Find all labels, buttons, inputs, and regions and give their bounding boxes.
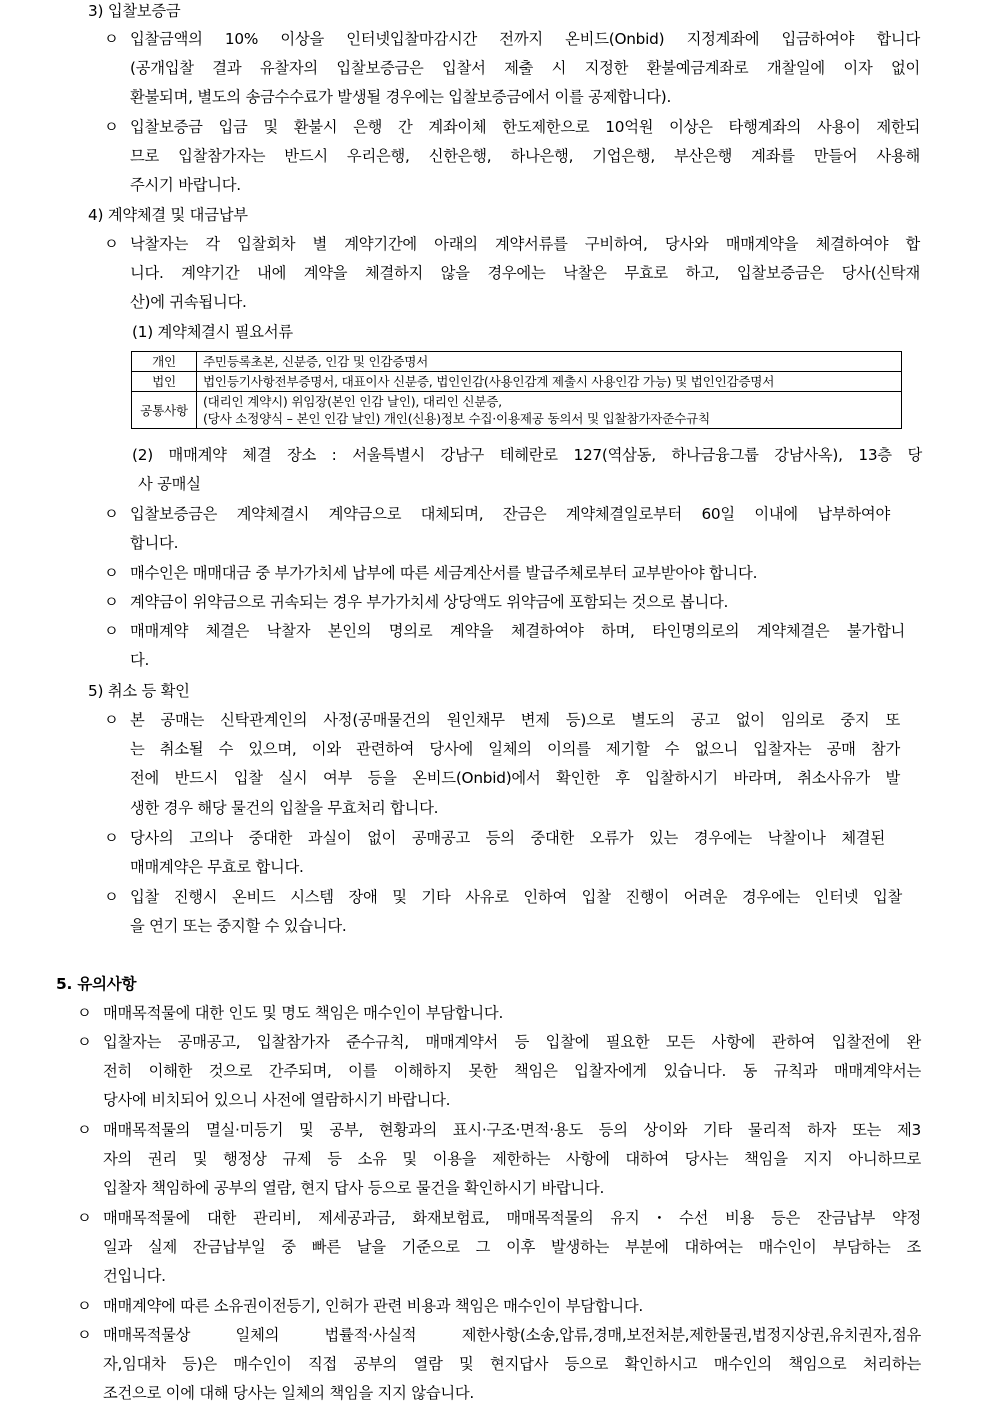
text-line: 사 공매실 [138,475,201,494]
table-cell-key: 공통사항 [132,392,197,429]
list-item [77,1028,921,1116]
list-item [77,999,923,1028]
text-line: 입찰자 책임하에 공부의 열람, 현지 답사 등으로 물건을 확인하시기 바랍니다. [103,1179,605,1198]
table-row [132,372,902,392]
text-line: 는 취소될 수 있으며, 이와 관련하여 당사에 일체의 이의를 제기할 수 없으니 입찰자는 공매 참가 [130,740,900,759]
text-line: 전에 반드시 입찰 실시 여부 등을 온비드(Onbid)에서 확인한 후 입찰하시기 바라며, 취소사유가 발 [130,769,900,788]
bullet-mark: ㅇ [104,829,119,847]
text-line: 주시기 바랍니다. [130,176,241,195]
text-line: (공개입찰 결과 유찰자의 입찰보증금은 입찰서 제출 시 지정한 환불예금계좌로 개찰일에 이자 없이 [130,59,920,78]
section-title-contract: 4) 계약체결 및 대금납부 [88,206,248,224]
text-line: 입찰보증금은 계약체결시 계약금으로 대체되며, 잔금은 계약체결일로부터 60일 이내에 납부하여야 [130,505,890,523]
contract-place [132,441,922,499]
text-line: 매매목적물의 멸실·미등기 및 공부, 현황과의 표시·구조·면적·용도 등의 상이와 기타 물리적 하자 또는 제3 [103,1121,921,1139]
text-line: 계약금이 위약금으로 귀속되는 경우 부가가치세 상당액도 위약금에 포함되는 것으로 봅니다. [130,593,729,611]
text-line: 합니다. [130,534,179,553]
text-line: 일과 실제 잔금납부일 중 빠른 날을 기준으로 그 이후 발생하는 부분에 대하여는 매수인이 부담하는 조 [103,1238,921,1257]
text-line: 매매목적물에 대한 인도 및 명도 책임은 매수인이 부담합니다. [103,1004,504,1022]
text-line: 매매계약 체결은 낙찰자 본인의 명의로 계약을 체결하여야 하며, 타인명의로의 계약체결은 불가합니 [130,622,905,640]
text-line: 입찰보증금 입금 및 환불시 은행 간 계좌이체 한도제한으로 10억원 이상은 타행계좌의 사용이 제한되 [130,118,920,136]
list-item [77,1116,921,1204]
list-item [104,617,905,675]
section-title-deposit: 3) 입찰보증금 [88,2,181,20]
table-row [132,392,902,429]
table-cell-value: 법인등기사항전부증명서, 대표이사 신분증, 법인인감(사용인감계 제출시 사용인감 가능) 및 법인인감증명서 [197,372,902,392]
text-line: 조건으로 이에 대해 당사는 일체의 책임을 지지 않습니다. [103,1384,475,1403]
list-item [104,500,890,558]
bullet-mark: ㅇ [77,1121,92,1139]
text-line: 산)에 귀속됩니다. [130,293,247,312]
list-item [104,883,902,941]
list-item [104,824,885,882]
bullet-mark: ㅇ [104,118,119,136]
text-line: 매수인은 매매대금 중 부가가치세 납부에 따른 세금계산서를 발급주체로부터 교부받아야 합니다. [130,564,758,582]
bullet-mark: ㅇ [77,1033,92,1051]
text-line: 본 공매는 신탁관계인의 사정(공매물건의 원인채무 변제 등)으로 별도의 공고 없이 임의로 중지 또 [130,711,900,729]
bullet-mark: ㅇ [104,622,119,640]
list-item [77,1204,921,1292]
list-item [104,588,890,617]
text-line: 건입니다. [103,1267,166,1286]
table-row [132,352,902,372]
bullet-mark: ㅇ [104,711,119,729]
bullet-mark: ㅇ [104,593,119,611]
text-line: 자의 권리 및 행정상 규제 등 소유 및 이용을 제한하는 사항에 대하여 당사는 책임을 지지 아니하므로 [103,1150,921,1169]
text-line: 자,임대차 등)은 매수인이 직접 공부의 열람 및 현지답사 등으로 확인하시고 매수인의 책임으로 처리하는 [103,1355,921,1374]
text-line: 낙찰자는 각 입찰회차 별 계약기간에 아래의 계약서류를 구비하여, 당사와 매매계약을 체결하여야 합 [130,235,920,253]
bullet-mark: ㅇ [104,888,119,906]
table-cell-value: 주민등록초본, 신분증, 인감 및 인감증명서 [197,352,902,372]
bullet-mark: ㅇ [77,1326,92,1344]
bullet-mark: ㅇ [104,505,119,523]
required-documents-heading: (1) 계약체결시 필요서류 [132,323,293,341]
bullet-mark: ㅇ [104,30,119,48]
notes-heading: 5. 유의사항 [56,975,137,993]
text-line: 당사에 비치되어 있으니 사전에 열람하시기 바랍니다. [103,1091,451,1110]
list-item [104,230,920,318]
list-item [77,1292,921,1321]
list-item [104,113,920,201]
text-line: 환불되며, 별도의 송금수수료가 발생될 경우에는 입찰보증금에서 이를 공제합니다). [130,88,672,107]
text-line: 매매목적물에 대한 관리비, 제세공과금, 화재보험료, 매매목적물의 유지・수선 비용 등은 잔금납부 약정 [103,1209,921,1227]
bullet-mark: ㅇ [77,1004,92,1022]
bullet-mark: ㅇ [104,564,119,582]
text-line: 전히 이해한 것으로 간주되며, 이를 이해하지 못한 책임은 입찰자에게 있습니다. 동 규칙과 매매계약서는 [103,1062,921,1081]
table-cell-key: 개인 [132,352,197,372]
bullet-mark: ㅇ [77,1297,92,1315]
table-cell-value [197,392,902,429]
text-line: 니다. 계약기간 내에 계약을 체결하지 않을 경우에는 낙찰은 무효로 하고, 입찰보증금은 당사(신탁재 [130,264,920,283]
bullet-mark: ㅇ [77,1209,92,1227]
text-line: 다. [130,651,150,670]
list-item [104,559,890,588]
text-line: 을 연기 또는 중지할 수 있습니다. [130,917,347,936]
text-line: 매매계약은 무효로 합니다. [130,858,304,877]
text-line: 입찰자는 공매공고, 입찰참가자 준수규칙, 매매계약서 등 입찰에 필요한 모든 사항에 관하여 입찰전에 완 [103,1033,921,1051]
text-line: 생한 경우 해당 물건의 입찰을 무효처리 합니다. [130,798,439,817]
list-item [104,706,900,823]
text-line: 입찰금액의 10% 이상을 인터넷입찰마감시간 전까지 온비드(Onbid) 지정계좌에 입금하여야 합니다 [130,30,920,48]
text-line: 입찰 진행시 온비드 시스템 장애 및 기타 사유로 인하여 입찰 진행이 어려운 경우에는 인터넷 입찰 [130,888,902,906]
text-line: 므로 입찰참가자는 반드시 우리은행, 신한은행, 하나은행, 기업은행, 부산은행 계좌를 만들어 사용해 [130,147,920,166]
text-line: 당사의 고의나 중대한 과실이 없이 공매공고 등의 중대한 오류가 있는 경우에는 낙찰이나 체결된 [130,829,885,847]
table-cell-line: (당사 소정양식 – 본인 인감 날인) 개인(신용)정보 수집·이용제공 동의서 및 입찰참가자준수규칙 [203,411,710,426]
table-cell-line: (대리인 계약시) 위임장(본인 인감 날인), 대리인 신분증, [203,394,502,409]
text-line: 매매계약에 따른 소유권이전등기, 인허가 관련 비용과 책임은 매수인이 부담합니다. [103,1297,644,1315]
table-cell-key: 법인 [132,372,197,392]
section-title-cancellation: 5) 취소 등 확인 [88,682,190,700]
text-line: (2) 매매계약 체결 장소 : 서울특별시 강남구 테헤란로 127(역삼동, 하나금융그룹 강남사옥), 13층 당 [132,446,922,464]
list-item [77,1321,921,1409]
bullet-mark: ㅇ [104,235,119,253]
required-documents-table [131,351,902,429]
text-line: 매매목적물상 일체의 법률적·사실적 제한사항(소송,압류,경매,보전처분,제한물권,법정지상권,유치권자,점유 [103,1326,921,1344]
list-item [104,25,920,113]
